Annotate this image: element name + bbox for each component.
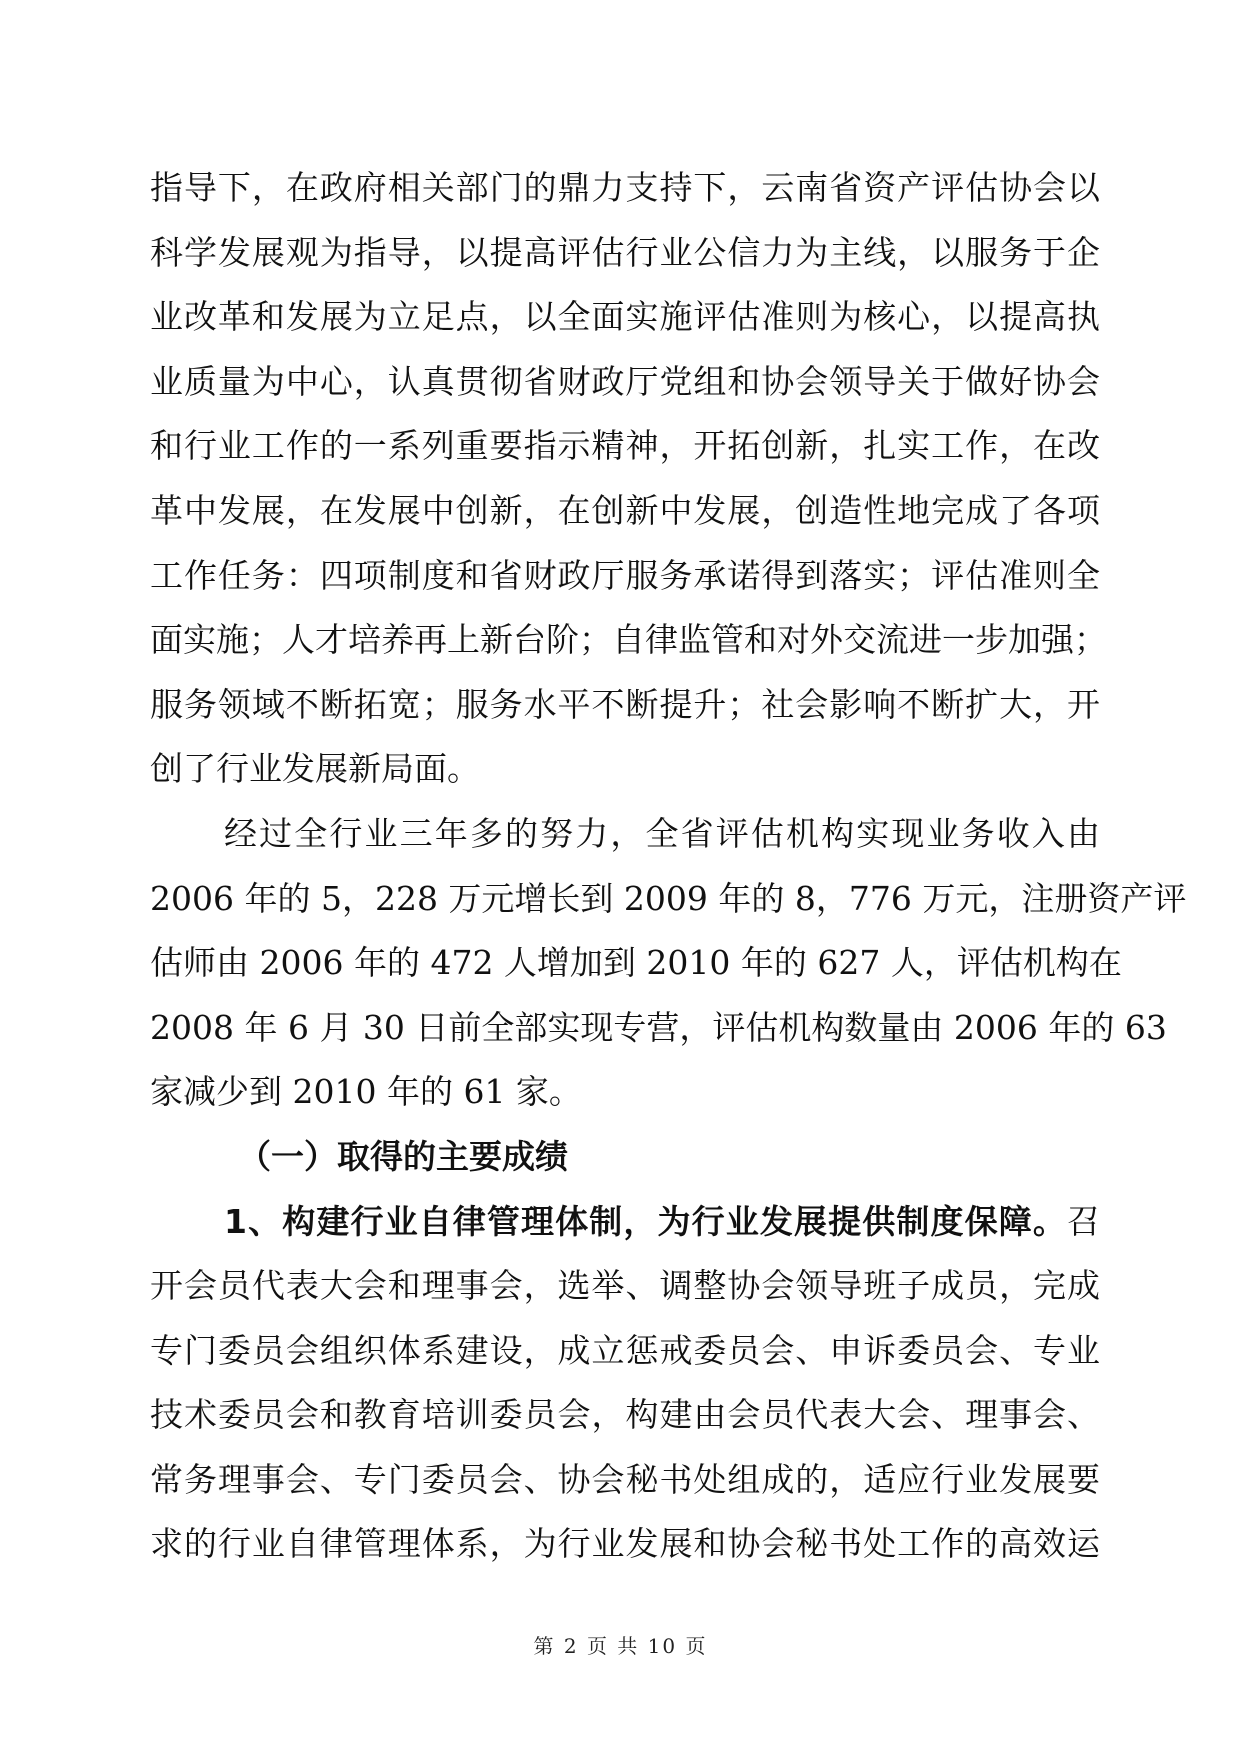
text-line: 和行业工作的一系列重要指示精神，开拓创新，扎实工作，在改 [150,426,1100,466]
text-line: 面实施；人才培养再上新台阶；自律监管和对外交流进一步加强； [150,620,1107,660]
page-number-footer: 第 2 页 共 10 页 [533,1634,708,1658]
text-line: 科学发展观为指导，以提高评估行业公信力为主线，以服务于企 [150,232,1100,272]
text-line: 常务理事会、专门委员会、协会秘书处组成的，适应行业发展要 [150,1459,1100,1499]
text-line: 工作任务：四项制度和省财政厅服务承诺得到落实；评估准则全 [150,555,1100,595]
text-line: 专门委员会组织体系建设，成立惩戒委员会、申诉委员会、专业 [150,1330,1100,1370]
text-line: 革中发展，在发展中创新，在创新中发展，创造性地完成了各项 [150,490,1100,530]
text-line-with-lead [150,1190,1100,1255]
paragraph-2 [150,802,1187,1125]
text-line: 技术委员会和教育培训委员会，构建由会员代表大会、理事会、 [150,1395,1100,1435]
text-line: 2006 年的 5，228 万元增长到 2009 年的 8，776 万元，注册资产评 [150,878,1187,918]
text-line: 业改革和发展为立足点，以全面实施评估准则为核心，以提高执 [150,297,1100,337]
text-line: 指导下，在政府相关部门的鼎力支持下，云南省资产评估协会以 [150,168,1100,207]
paragraph-1 [150,156,1107,802]
text-line: 服务领域不断拓宽；服务水平不断提升；社会影响不断扩大，开 [150,684,1100,724]
text-line: 业质量为中心，认真贯彻省财政厅党组和协会领导关于做好协会 [150,361,1100,401]
text-line: 家减少到 2010 年的 61 家。 [150,1072,582,1112]
text-line: 创了行业发展新局面。 [150,749,480,789]
text-line: 估师由 2006 年的 472 人增加到 2010 年的 627 人，评估机构在 [150,943,1122,983]
document-body [150,156,1187,1577]
text-line: 2008 年 6 月 30 日前全部实现专营，评估机构数量由 2006 年的 63 [150,1007,1167,1047]
text-line: 经过全行业三年多的努力，全省评估机构实现业务收入由 [224,813,1100,853]
paragraph-3 [150,1190,1100,1578]
text-line: 开会员代表大会和理事会，选举、调整协会领导班子成员，完成 [150,1266,1100,1306]
text-line: 求的行业自律管理体系，为行业发展和协会秘书处工作的高效运 [150,1524,1100,1564]
text-run: 召 [1067,1201,1100,1241]
bold-lead: 1、构建行业自律管理体制，为行业发展提供制度保障。 [224,1201,1067,1241]
section-heading: （一）取得的主要成绩 [238,1136,568,1176]
